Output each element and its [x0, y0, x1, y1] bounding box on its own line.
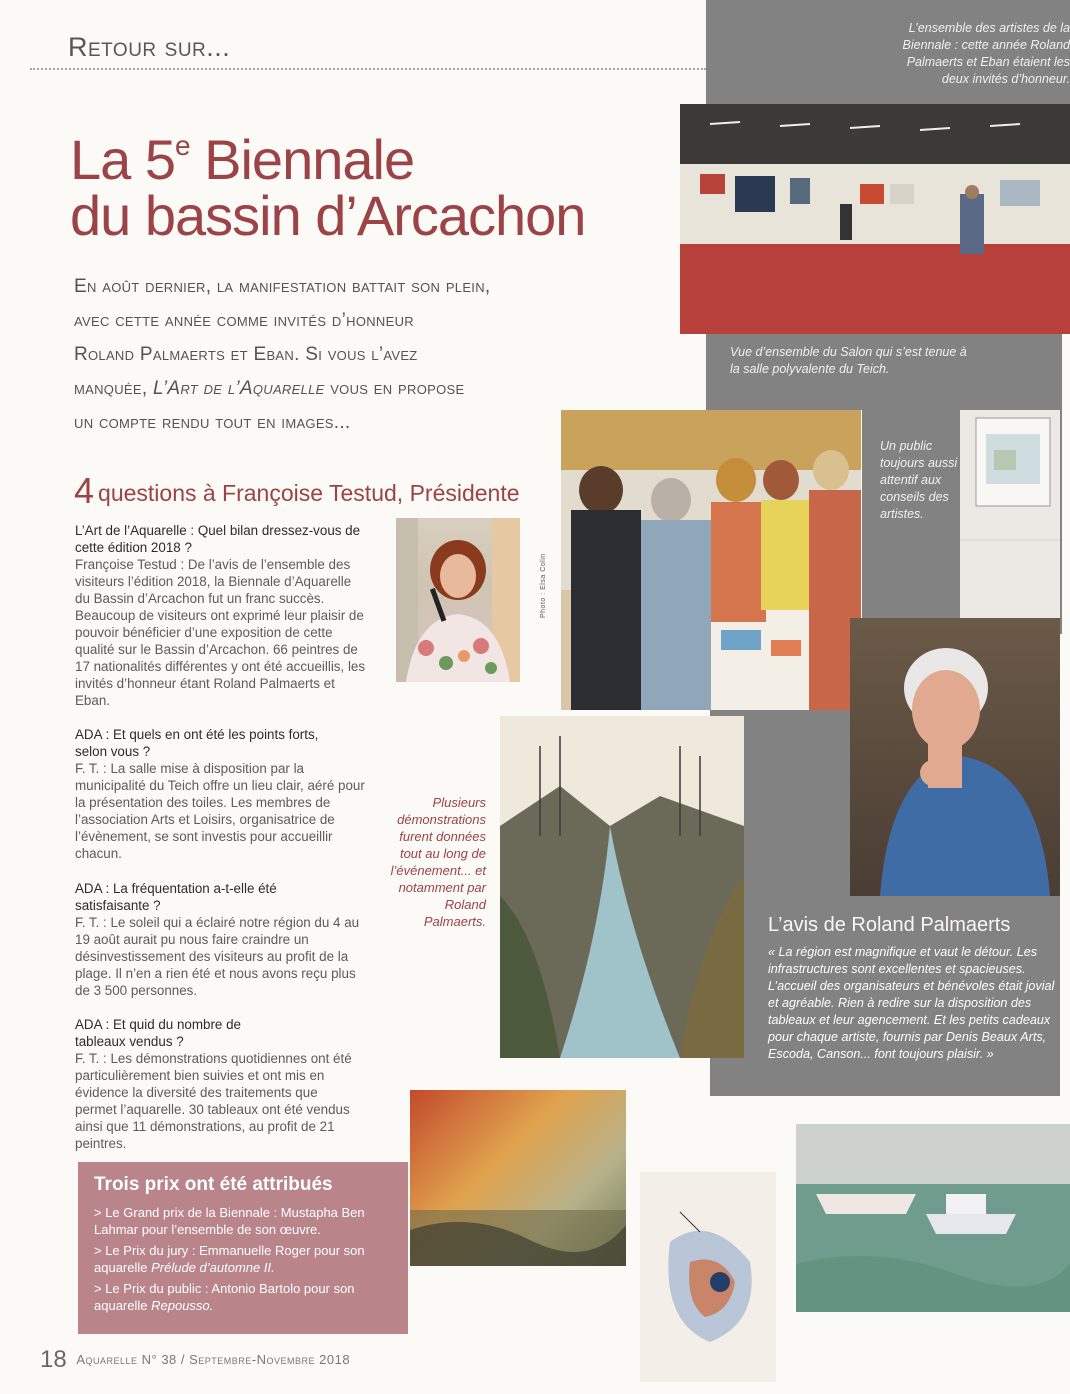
palmaerts-illustration: [850, 618, 1060, 896]
painting-demo-canal: [500, 716, 744, 1058]
portrait-francoise-testud: [396, 518, 520, 682]
caption-hall: Vue d’ensemble du Salon qui s’est tenue à la salle polyvalente du Teich.: [730, 345, 967, 376]
interview-heading: 4 questions à Françoise Testud, Présidente: [74, 470, 520, 511]
painting-boats: [796, 1124, 1070, 1312]
canal-painting-illustration: [500, 716, 744, 1058]
interview-block-1: [75, 522, 375, 709]
question-4: ADA : Et quid du nombre de tableaux vendus ?: [75, 1017, 241, 1049]
prize-title: Trois prix ont été attribués: [94, 1174, 333, 1195]
caption-public: Un public toujours aussi attentif aux conseils des artistes.: [880, 439, 958, 521]
wall-painting-illustration: [960, 410, 1060, 634]
prize-item-1: > Le Grand prix de la Biennale : Mustapha Ben Lahmar pour l’ensemble de son œuvre.: [94, 1205, 365, 1237]
magazine-issue: Aquarelle N° 38 / Septembre-Novembre 2018: [76, 1352, 351, 1367]
page-title-line2: du bassin d’Arcachon: [70, 184, 586, 247]
exhibition-hall-illustration: [680, 104, 1070, 334]
shell-painting-illustration: [640, 1172, 776, 1382]
question-1: L’Art de l’Aquarelle : Quel bilan dressez-vous de cette édition 2018 ?: [75, 523, 361, 555]
page-footer: [40, 1346, 350, 1374]
abstract-painting-illustration: [410, 1090, 626, 1266]
question-3: ADA : La fréquentation a-t-elle été satisfaisante ?: [75, 881, 277, 913]
prize-item-2: > Le Prix du jury : Emmanuelle Roger pour son aquarelle Prélude d’automne II.: [94, 1243, 365, 1275]
page-number: 18: [40, 1346, 67, 1373]
prize-box: [78, 1162, 408, 1334]
painting-shell: [640, 1172, 776, 1382]
answer-4: F. T. : Les démonstrations quotidiennes ont été particulièrement bien suivies et ont mis en évidence la diversité des traitements que permet l’aquarelle. 30 tableaux ont été vendus ainsi que 11 démonstrations, au profit de 21 peintres.: [75, 1051, 352, 1151]
portrait-illustration: [396, 518, 520, 682]
interview-block-2: [75, 726, 367, 862]
interview-block-4: [75, 1016, 367, 1152]
caption-demos: Plusieurs démonstrations furent données tout au long de l’événement... et notamment par Roland Palmaerts.: [390, 795, 486, 929]
painting-abstract: [410, 1090, 626, 1266]
caption-top-right: L’ensemble des artistes de la Biennale : cette année Roland Palmaerts et Eban étaient les deux invités d’honneur.: [902, 21, 1070, 86]
answer-1: Françoise Testud : De l’avis de l’ensemble des visiteurs l’édition 2018, la Biennale d’Aquarelle du Bassin d’Arcachon fut un franc succès. Beaucoup de visiteurs ont exprimé leur plaisir de pouvoir bénéficier d’une exposition de cette qualité sur le Bassin d’Arcachon. 66 peintres de 17 nationalités différentes y ont été accueillis, les invités d’honneur étant Roland Palmaerts et Eban.: [75, 557, 366, 708]
quote-title: L’avis de Roland Palmaerts: [768, 914, 1011, 936]
answer-3: F. T. : Le soleil qui a éclairé notre région du 4 au 19 août aurait pu nous faire craindre un désinvestissement des visiteurs au profit de la plage. Il n’en a rien été et nous avons reçu plus de 3 500 personnes.: [75, 915, 360, 998]
interview-block-3: [75, 880, 367, 999]
section-label: Retour sur...: [68, 32, 231, 62]
photo-exhibition-hall: [680, 104, 1070, 334]
photo-public-demo: [561, 410, 861, 710]
public-demo-illustration: [561, 410, 861, 710]
photo-credit: Photo : Elsa Colin: [540, 553, 547, 618]
prize-item-3: > Le Prix du public : Antonio Bartolo pour son aquarelle Repousso.: [94, 1281, 355, 1313]
portrait-roland-palmaerts: [850, 618, 1060, 896]
answer-2: F. T. : La salle mise à disposition par la municipalité du Teich offre un lieu clair, aéré pour la présentation des toiles. Les membres de l’association Arts et Loisirs, organisatrice de l’évènement, se sont investis pour accueillir chacun.: [75, 761, 365, 861]
intro-text: En août dernier, la manifestation battait son plein, avec cette année comme invités d’honneur Roland Palmaerts et Eban. Si vous l’avez manquée, L’Art de l’Aquarelle vous en propose un compte rendu tout en images...: [74, 276, 491, 433]
quote-body: « La région est magnifique et vaut le détour. Les infrastructures sont excellentes et spacieuses. L’accueil des organisateurs et bénévoles était jovial et agréable. Rien à redire sur la disposition des tableaux et leur agencement. Et les petits cadeaux pour chaque artiste, fournis par Denis Beaux Arts, Escoda, Canson... font toujours plaisir. »: [768, 945, 1055, 1061]
photo-wall-painting: [960, 410, 1060, 634]
header-divider: [30, 68, 706, 70]
boats-painting-illustration: [796, 1124, 1070, 1312]
page-title: La 5e Biennale du bassin d’Arcachon: [70, 128, 586, 247]
question-2: ADA : Et quels en ont été les points forts, selon vous ?: [75, 727, 319, 759]
